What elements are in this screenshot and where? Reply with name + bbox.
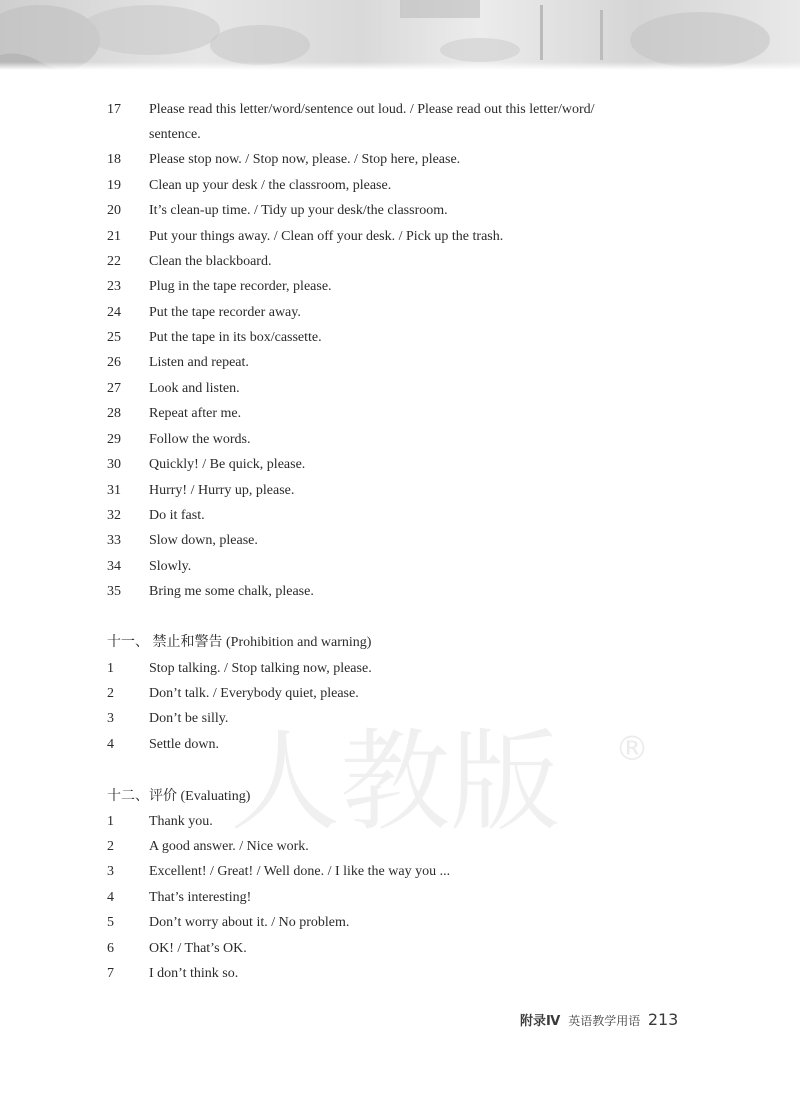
item-text: Slow down, please. <box>149 533 258 548</box>
item-text: A good answer. / Nice work. <box>149 839 309 854</box>
item-number: 18 <box>107 152 121 167</box>
item-text: Put your things away. / Clean off your desk. / Pick up the trash. <box>149 229 504 244</box>
watermark-registered-mark: ® <box>615 729 649 769</box>
item-text: Listen and repeat. <box>149 355 249 370</box>
item-number: 3 <box>107 711 114 726</box>
item-text: I don’t think so. <box>149 966 239 981</box>
item-text: Clean up your desk / the classroom, please. <box>149 178 392 193</box>
section-title: 十二、评价 (Evaluating) <box>107 789 251 804</box>
page-number: 213 <box>647 1010 679 1029</box>
item-number: 1 <box>107 661 114 676</box>
item-number: 2 <box>107 839 114 854</box>
item-text: Settle down. <box>149 737 219 752</box>
item-text: It’s clean-up time. / Tidy up your desk/the classroom. <box>149 203 448 218</box>
item-number: 34 <box>107 559 121 574</box>
item-text: Slowly. <box>149 559 192 574</box>
item-number: 20 <box>107 203 121 218</box>
item-text: Excellent! / Great! / Well done. / I like the way you ... <box>149 864 451 879</box>
item-text: Don’t talk. / Everybody quiet, please. <box>149 686 359 701</box>
item-text: Stop talking. / Stop talking now, please. <box>149 661 372 676</box>
item-number: 4 <box>107 890 114 905</box>
item-number: 28 <box>107 406 121 421</box>
item-text: Thank you. <box>149 814 213 829</box>
item-text: Please stop now. / Stop now, please. / Stop here, please. <box>149 152 461 167</box>
item-text: Bring me some chalk, please. <box>149 584 314 599</box>
item-number: 19 <box>107 178 121 193</box>
item-number: 30 <box>107 457 121 472</box>
item-number: 23 <box>107 279 121 294</box>
item-number: 6 <box>107 941 114 956</box>
item-number: 1 <box>107 814 114 829</box>
item-number: 27 <box>107 381 121 396</box>
item-text: Quickly! / Be quick, please. <box>149 457 306 472</box>
item-number: 31 <box>107 483 121 498</box>
page-footer <box>520 1008 678 1032</box>
item-text-continuation: sentence. <box>149 127 201 142</box>
item-number: 22 <box>107 254 121 269</box>
section-title: 十一、 禁止和警告 (Prohibition and warning) <box>107 635 372 650</box>
item-number: 2 <box>107 686 114 701</box>
item-text: Plug in the tape recorder, please. <box>149 279 332 294</box>
item-number: 25 <box>107 330 121 345</box>
item-text: Repeat after me. <box>149 406 242 421</box>
item-text: That’s interesting! <box>149 890 252 905</box>
item-number: 3 <box>107 864 114 879</box>
item-text: Hurry! / Hurry up, please. <box>149 483 295 498</box>
header-banner-image <box>0 0 800 70</box>
item-text: OK! / That’s OK. <box>149 941 247 956</box>
item-number: 32 <box>107 508 121 523</box>
item-number: 35 <box>107 584 121 599</box>
item-number: 21 <box>107 229 121 244</box>
item-text: Follow the words. <box>149 432 251 447</box>
item-number: 7 <box>107 966 114 981</box>
watermark-text: 人教版 <box>230 720 560 840</box>
item-number: 26 <box>107 355 121 370</box>
item-text: Do it fast. <box>149 508 205 523</box>
item-number: 4 <box>107 737 114 752</box>
item-number: 17 <box>107 102 121 117</box>
publisher-watermark-logo <box>230 720 660 840</box>
item-number: 29 <box>107 432 121 447</box>
item-text: Don’t be silly. <box>149 711 229 726</box>
appendix-subtitle: 英语教学用语 <box>568 1014 641 1028</box>
item-text: Look and listen. <box>149 381 240 396</box>
item-number: 33 <box>107 533 121 548</box>
item-text: Put the tape recorder away. <box>149 305 301 320</box>
banner-illustration <box>0 0 800 70</box>
item-text: Clean the blackboard. <box>149 254 272 269</box>
item-text: Please read this letter/word/sentence out loud. / Please read out this letter/word/ <box>149 102 595 117</box>
appendix-label: 附录Ⅳ <box>520 1014 561 1029</box>
item-number: 5 <box>107 915 114 930</box>
item-number: 24 <box>107 305 121 320</box>
item-text: Put the tape in its box/cassette. <box>149 330 322 345</box>
item-text: Don’t worry about it. / No problem. <box>149 915 350 930</box>
